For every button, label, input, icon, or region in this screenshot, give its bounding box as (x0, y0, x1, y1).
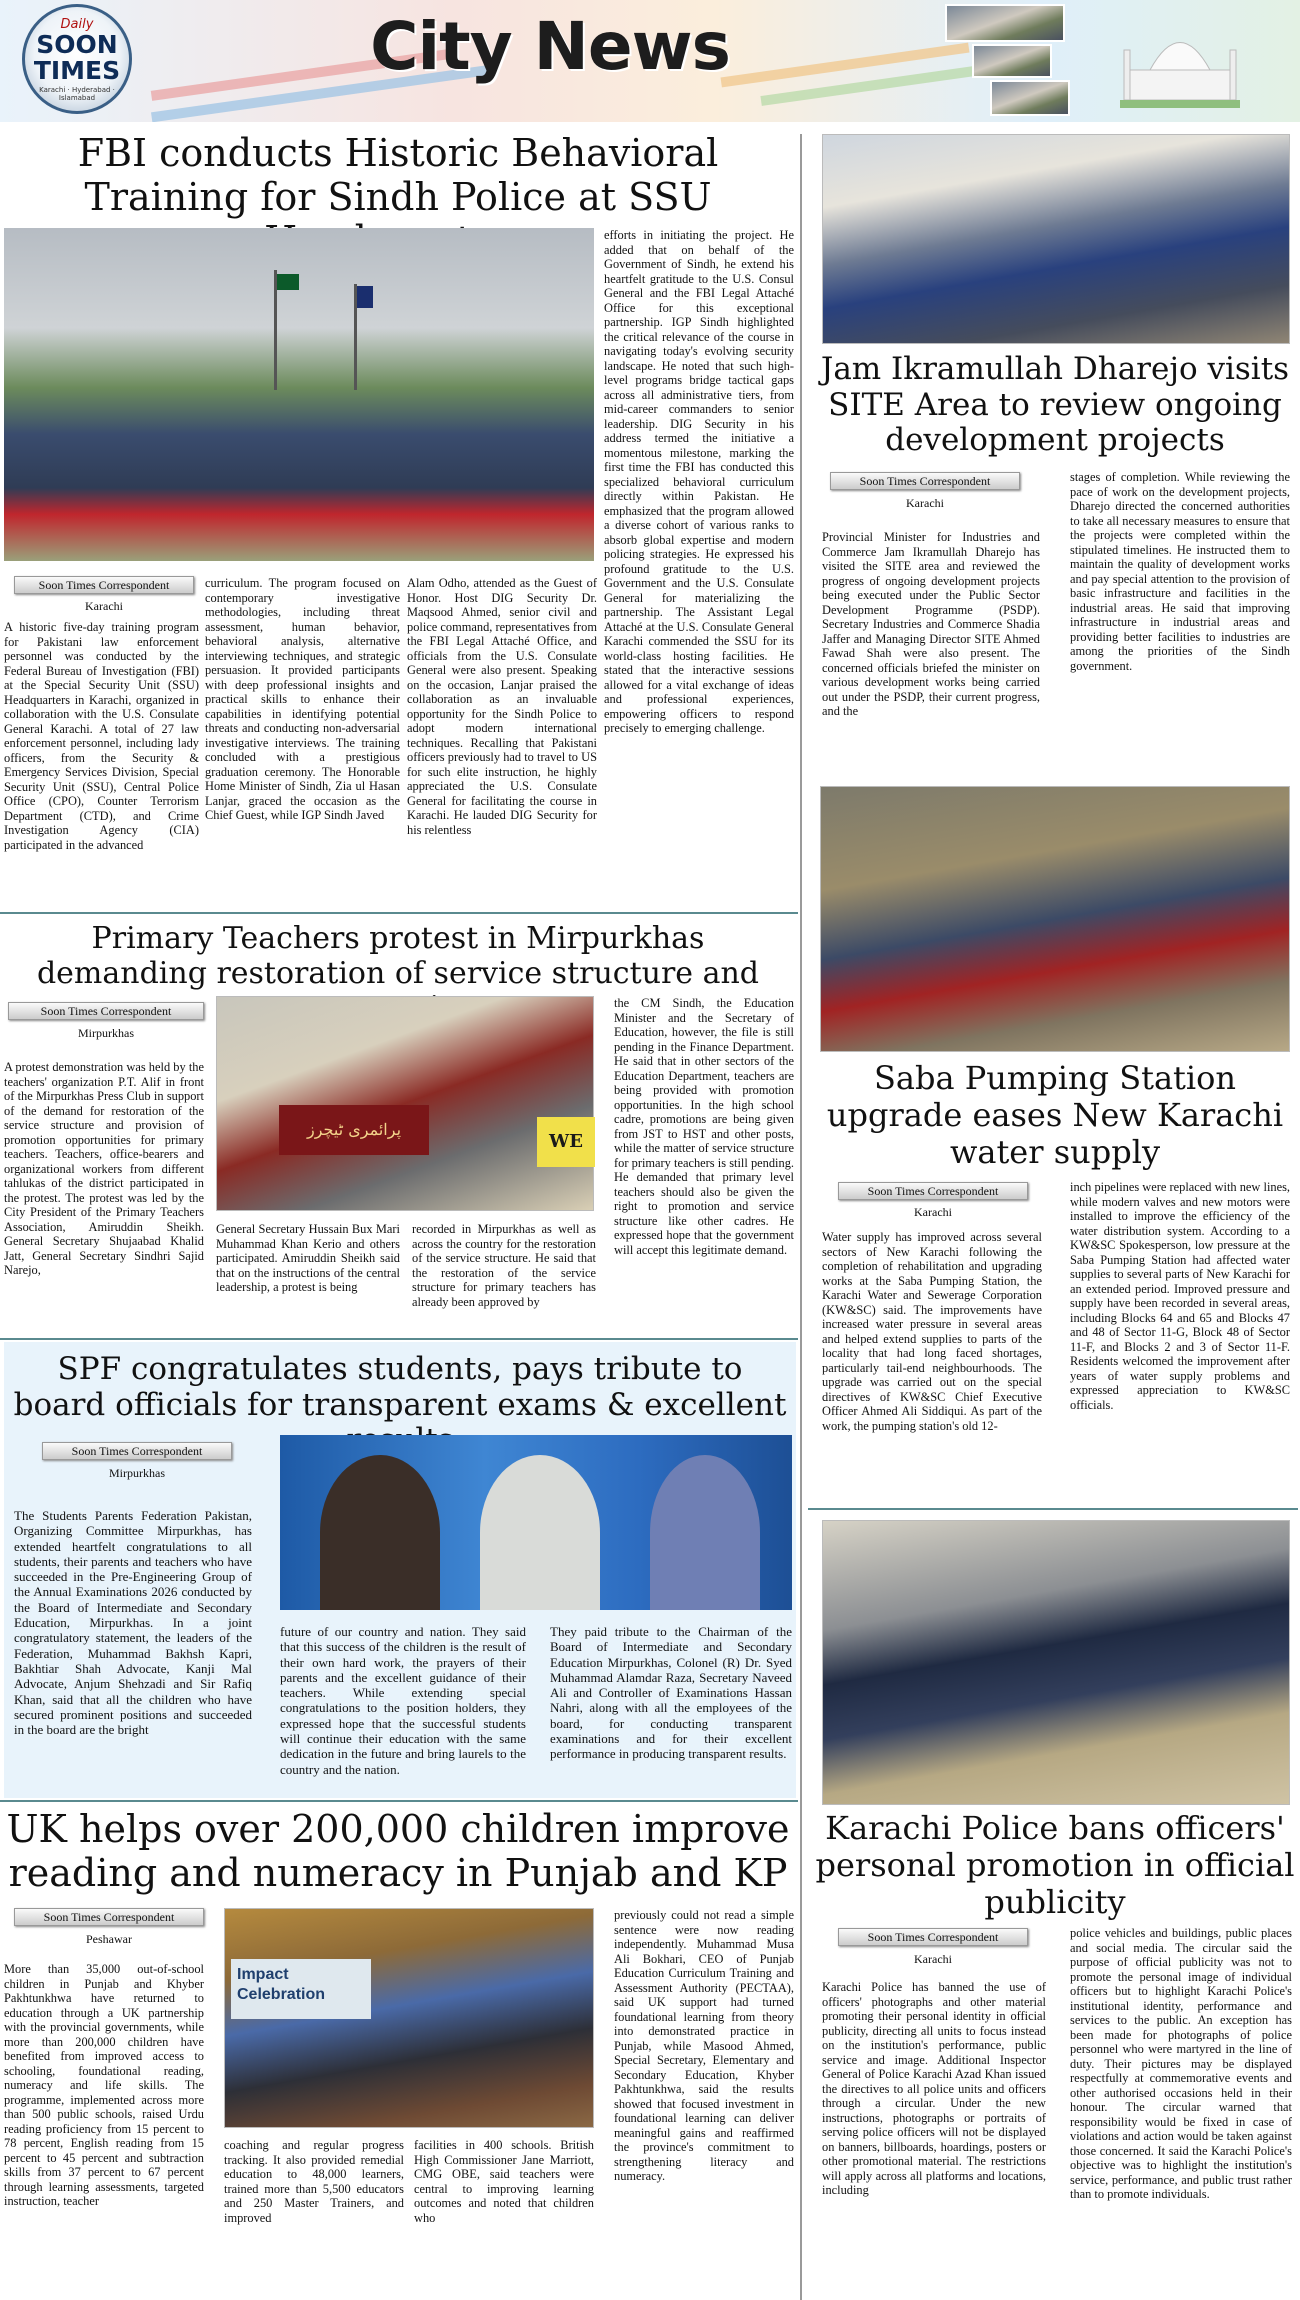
teachers-col1: A protest demonstration was held by the teachers' organization P.T. Alif in front of the Mirpurkhas Press Club in support of the demand for restoration of the service structure and provision of promotion opportunities for primary teachers. Teachers, office-bearers and organizational workers from different tahlukas of the district participated in the protest. The protest was led by the City President of the Primary Teachers Association, Amiruddin Sheikh. General Secretary Shujaabad Khalid Jatt, General Secretary Sindhri Sajid Narejo, (4, 1060, 204, 1277)
police-col2: police vehicles and buildings, public places and social media. The circular said the purpose of official publicity was not to promote the personal image of individual officers but to highlight Karachi Police's institutional identity, performance and services to the public. An exception has been made for photographs of police personnel who were martyred in the line of duty. Their pictures may be displayed respectfully at commemorative events and other authorised occasions held in their honour. The circular warned that responsibility would be fixed in case of violations and action would be taken against those concerned. It said the Karachi Police's objective was to highlight the institution's service, performance, and public trust rather than to promote individuals. (1070, 1926, 1292, 2201)
uk-col1: More than 35,000 out-of-school children in Punjab and Khyber Pakhtunkhwa have returned to education through a UK partnership with the provincial governments, while more than 200,000 children have benefited from improved access to schooling, foundational reading, numeracy and life skills. The programme, implemented across more than 500 public schools, raised Urdu reading proficiency from 15 percent to 78 percent, English reading from 15 percent to 45 percent and subtraction skills from 37 percent to 67 percent through learning assessments, targeted instruction, teacher (4, 1962, 204, 2208)
uk-col4: previously could not read a simple sentence were now reading independently. Muhammad Musa Ali Bokhari, CEO of Punjab Education Curriculum Training and Assessment Authority (PECTAA), said UK support had turned foundational learning from theory into demonstrated practice in Punjab, while Masood Ahmed, Special Secretary, Elementary and Secondary Education, Khyber Pakhtunkhwa, said the results showed that focused investment in foundational learning can deliver meaningful gains and reaffirmed the province's commitment to strengthening literacy and numeracy. (614, 1908, 794, 2183)
police-officers-photo (822, 1520, 1290, 1805)
fbi-col4: efforts in initiating the project. He added that on behalf of the Government of Sindh, he extend his heartfelt gratitude to the U.S. Consul General and the FBI Legal Attaché Office for this exceptional partnership. IGP Sindh highlighted the critical relevance of the course in navigating today's evolving security landscape. He noted that such high-level programs bridge tactical gaps across all administrative tiers, from mid-career commanders to senior leadership. DIG Security in his address termed the initiative a momentous milestone, marking the first time the FBI has conducted this specialized behavioral curriculum directly within Pakistan. He emphasized that the program allowed a diverse cohort of various ranks to absorb global expertise and modern policing strategies. He expressed his profound gratitude to the U.S. Government and the U.S. Consulate General for materializing the partnership. The Assistant Legal Attaché at the U.S. Consulate General Karachi commended the SSU for its world-class hosting facilities. He stated that the interactive sessions allowed for a vital exchange of ideas and professional experiences, empowering officers to respond precisely to emerging challenge. (604, 228, 794, 735)
byline-teachers: Soon Times Correspondent (8, 1002, 204, 1020)
header-photo-3 (990, 80, 1070, 116)
site-col1: Provincial Minister for Industries and Commerce Jam Ikramullah Dharejo has visited the SITE area and reviewed the progress of ongoing development projects being executed under the Public Sector Development Programme (PSDP). Secretary Industries and Commerce Shadia Jaffer and Managing Director SITE Ahmed Fawad Shah were also present. The concerned officials briefed the minister on various development works being carried out under the PSDP, their current progress, and the (822, 530, 1040, 718)
headline-teachers: Primary Teachers protest in Mirpurkhas demanding restoration of service structure and (36, 921, 760, 991)
dateline-teachers: Mirpurkhas (78, 1026, 134, 1040)
header-photo-1 (945, 4, 1065, 42)
dateline-fbi: Karachi (85, 599, 123, 613)
spf-col2: future of our country and nation. They said that this success of the children is the result of their own hard work, the prayers of their parents and the excellent guidance of their teachers. While extending special congratulations to the position holders, they expressed hope that the successful students will continue their education with the same dedication in the future and bring laurels to the country and the nation. (280, 1624, 526, 1777)
header-photo-2 (972, 44, 1052, 78)
dateline-spf: Mirpurkhas (109, 1466, 165, 1480)
teachers-col4: the CM Sindh, the Education Minister and the Secretary of Education, however, the file is still pending in the Finance Department. He said that in other sectors of the Education Department, teachers are being provided with promotion opportunities. In the high school cadre, promotions are being given from JST to HST and other posts, while the matter of service structure for primary teachers is still pending. He demanded that primary level teachers should also be given the right to promotion and service structure like other cadres. He expressed hope that the government will accept this legitimate demand. (614, 996, 794, 1257)
headline-police: Karachi Police bans officers' personal promotion in official publicity (815, 1809, 1295, 1921)
protest-photo (216, 996, 594, 1211)
teachers-col2: General Secretary Hussain Bux Mari Muhammad Khan Kerio and others participated. Amiruddin Sheikh said that on the instructions of the central leadership, a protest is being (216, 1222, 400, 1294)
byline-police: Soon Times Correspondent (838, 1928, 1028, 1946)
protest-sign: WE (537, 1117, 595, 1167)
dateline-site: Karachi (906, 496, 944, 510)
headline-spf: SPF congratulates students, pays tribute to board officials for transparent exams & excellent (13, 1351, 787, 1423)
fbi-col3: Alam Odho, attended as the Guest of Honor. Host DIG Security Dr. Maqsood Ahmed, senior civil and police command, representatives from the FBI Legal Attaché Office, and officials from the U.S. Consulate General were also present. Speaking on the occasion, Lanjar praised the collaboration as an invaluable opportunity for the Sindh Police to adopt modern international techniques. Recalling that Pakistani officers previously had to travel to US for such elite instruction, he highly appreciated the U.S. Consulate General for facilitating the course in Karachi. He lauded DIG Security for his relentless (407, 576, 597, 837)
uk-event-photo (224, 1908, 594, 2128)
site-col2: stages of completion. While reviewing the pace of work on the development projects, Dharejo directed the concerned authorities to take all necessary measures to ensure that the projects were completed within the stipulated timelines. He instructed them to maintain the quality of development works and pay special attention to the provision of basic infrastructure and facilities in the industrial areas. He said that improving infrastructure in industrial areas and providing better facilities to industries are among the priorities of the Sindh government. (1070, 470, 1290, 673)
spf-col3: They paid tribute to the Chairman of the Board of Intermediate and Secondary Education Mirpurkhas, Colonel (R) Dr. Syed Muhammad Alamdar Raza, Secretary Naveed Ali and Controller of Examinations Hassan Nahri, along with all the employees of the board, for conducting transparent examinations and for their excellent performance in producing transparent results. (550, 1624, 792, 1762)
section-rule (808, 1508, 1298, 1510)
section-rule (0, 1338, 798, 1340)
fbi-col1: A historic five-day training program for Pakistani law enforcement personnel was conducted by the Federal Bureau of Investigation (FBI) at the Special Security Unit (SSU) Headquarters in Karachi, organized in collaboration with the U.S. Consulate General Karachi. A total of 27 law enforcement personnel, including lady officers, from the Security & Emergency Services Division, Special Security Unit (SSU), Central Police Office (CPO), Counter Terrorism Department (CTD), and Crime Investigation Agency (CIA) participated in the advanced (4, 620, 199, 852)
headline-saba: Saba Pumping Station upgrade eases New Karachi water supply (826, 1059, 1284, 1171)
byline-uk: Soon Times Correspondent (14, 1908, 204, 1926)
site-visit-photo (822, 134, 1290, 344)
city-news-title: City News (370, 8, 730, 85)
dateline-police: Karachi (914, 1952, 952, 1966)
section-rule (0, 912, 798, 914)
spf-portraits-photo (280, 1435, 792, 1610)
uk-col2: coaching and regular progress tracking. It also provided remedial education to 48,000 learners, trained more than 5,500 educators and 250 Master Trainers, and improved (224, 2138, 404, 2225)
byline-saba: Soon Times Correspondent (838, 1182, 1028, 1200)
event-backdrop: Impact Celebration (231, 1959, 371, 2019)
masthead-banner (0, 0, 1300, 122)
byline-site: Soon Times Correspondent (830, 472, 1020, 490)
fbi-group-photo (4, 228, 594, 561)
saba-col2: inch pipelines were replaced with new lines, while modern valves and new motors were installed to improve the efficiency of the water distribution system. According to a KW&SC Spokesperson, low pressure at the Saba Pumping Station had affected water supplies to several parts of New Karachi for an extended period. Improved pressure and supply have been recorded in several areas, including Blocks 64 and 65 and Blocks 47 and 48 of Sector 11-G, Block 48 of Sector 11-F, and Blocks 2 and 3 of Sector 11-F. Residents welcomed the improvement after years of water supply problems and expressed appreciation to KW&SC officials. (1070, 1180, 1290, 1412)
teachers-col3: recorded in Mirpurkhas as well as across the country for the restoration of the service structure. He said that the restoration of the service structure for primary teachers has already been approved by (412, 1222, 596, 1309)
fbi-col2: curriculum. The program focused on contemporary investigative methodologies, including threat assessment, human behavior, behavioral analysis, alternative interviewing techniques, and strategic persuasion. It provided participants with deep professional insights and practical skills to enhance their capabilities in identifying potential threats and conducting non-adversarial investigative interviews. The training concluded with a prestigious graduation ceremony. The Honorable Home Minister of Sindh, Zia ul Hasan Lanjar, graced the occasion as the Chief Guest, while IGP Sindh Javed (205, 576, 400, 822)
soon-times-logo: Daily SOON TIMES Karachi · Hyderabad · Islamabad (22, 4, 132, 114)
headline-site: Jam Ikramullah Dharejo visits SITE Area to review ongoing development projects (820, 351, 1290, 459)
saba-col1: Water supply has improved across several sectors of New Karachi following the completion of rehabilitation and upgrading works at the Saba Pumping Station, the Karachi Water and Sewerage Corporation (KW&SC) said. The improvements have increased water pressure in several areas and helped extend supplies to parts of the locality that had long faced shortages, particularly tail-end neighbourhoods. The upgrade was carried out on the special directives of KW&SC Chief Executive Officer Ahmed Ali Siddiqui. As part of the work, the pumping station's old 12- (822, 1230, 1042, 1433)
section-rule (0, 1800, 798, 1802)
protest-banner: پرائمری ٹیچرز (279, 1105, 429, 1155)
column-divider (800, 134, 802, 2300)
dateline-uk: Peshawar (86, 1932, 132, 1946)
headline-uk: UK helps over 200,000 children improve reading and numeracy in Punjab and KP (6, 1807, 790, 1895)
headline-fbi: FBI conducts Historic Behavioral Training for Sindh Police at SSU (77, 131, 719, 219)
mausoleum-icon (1120, 20, 1240, 108)
uk-col3: facilities in 400 schools. British High Commissioner Jane Marriott, CMG OBE, said teachers were central to improving learning outcomes and noted that children who (414, 2138, 594, 2225)
byline-spf: Soon Times Correspondent (42, 1442, 232, 1460)
police-col1: Karachi Police has banned the use of officers' photographs and other material promoting their personal identity in official publicity, directing all units to focus instead on the institution's performance, public service and image. Additional Inspector General of Police Karachi Azad Khan issued the directives to all police units and officers through a circular. Under the new instructions, photographs or portraits of serving police officers will not be displayed on banners, billboards, hoardings, posters or other promotional material. The restrictions will apply across all platforms and locations, including (822, 1980, 1046, 2197)
pumping-station-photo (820, 786, 1290, 1052)
byline-fbi: Soon Times Correspondent (14, 576, 194, 594)
spf-col1: The Students Parents Federation Pakistan, Organizing Committee Mirpurkhas, has extended heartfelt congratulations to all students, their parents and teachers who have succeeded in the Pre-Engineering Group of the Annual Examinations 2026 conducted by the Board of Intermediate and Secondary Education, Mirpurkhas. In a joint congratulatory statement, the leaders of the Federation, Muhammad Bakhsh Kapri, Bakhtiar Shah Advocate, Kanji Mal Advocate, Anjum Shehzadi and Sir Rafiq Khan, said that all the children who have secured prominent positions and succeeded in the board are the bright (14, 1508, 252, 1738)
dateline-saba: Karachi (914, 1205, 952, 1219)
